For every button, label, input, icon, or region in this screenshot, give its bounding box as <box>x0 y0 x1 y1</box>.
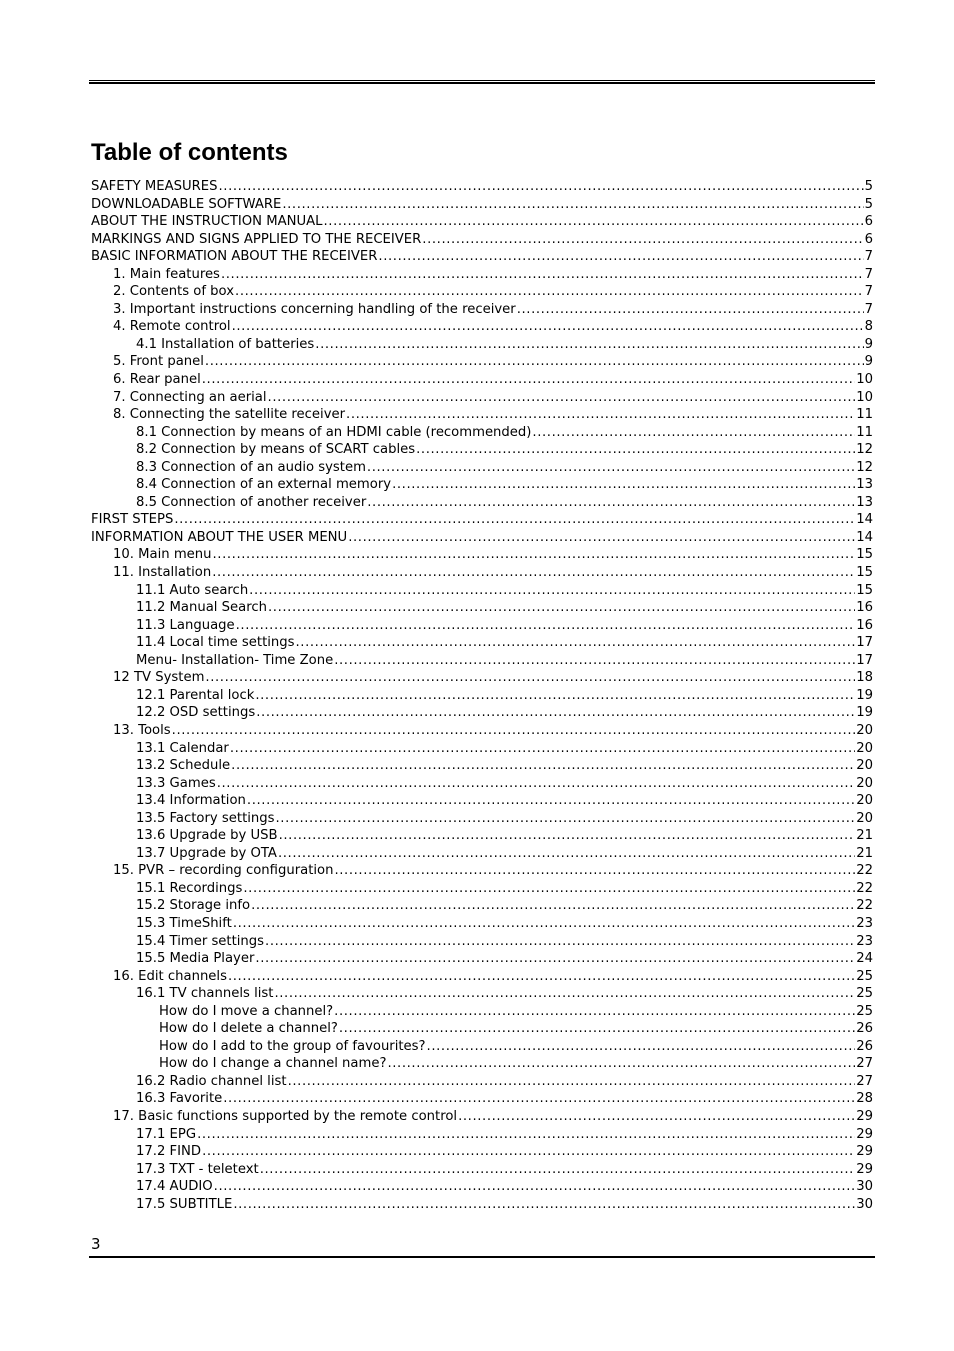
toc-entry[interactable] <box>91 669 873 687</box>
toc-entry-page: 19 <box>856 705 873 721</box>
toc-entry-title: 17. Basic functions supported by the remote control <box>113 1108 458 1124</box>
toc-entry[interactable] <box>91 634 873 652</box>
toc-entry-title: 6. Rear panel <box>113 372 201 388</box>
toc-entry-page: 26 <box>856 1021 873 1037</box>
toc-entry[interactable] <box>91 564 873 582</box>
toc-entry-page: 29 <box>856 1126 873 1142</box>
toc-entry[interactable] <box>91 441 873 459</box>
toc-entry[interactable] <box>91 1108 873 1126</box>
toc-entry-title: 16.2 Radio channel list <box>136 1073 287 1089</box>
toc-entry[interactable] <box>91 792 873 810</box>
dot-leader <box>202 1143 855 1161</box>
toc-entry-title: 3. Important instructions concerning handling of the receiver <box>113 301 516 317</box>
toc-entry-page: 7 <box>864 284 873 300</box>
toc-entry[interactable] <box>91 1073 873 1091</box>
toc-entry-page: 22 <box>856 898 873 914</box>
toc-entry-page: 10 <box>856 389 873 405</box>
toc-entry-page: 25 <box>856 968 873 984</box>
toc-entry-title: 2. Contents of box <box>113 284 235 300</box>
dot-leader <box>243 880 855 898</box>
dot-leader <box>367 494 855 512</box>
toc-entry[interactable] <box>91 687 873 705</box>
toc-entry[interactable] <box>91 757 873 775</box>
toc-entry-page: 7 <box>864 301 873 317</box>
toc-entry-page: 17 <box>856 652 873 668</box>
dot-leader <box>387 1055 855 1073</box>
toc-entry-page: 13 <box>856 494 873 510</box>
toc-entry-page: 7 <box>864 249 873 265</box>
toc-entry[interactable] <box>91 897 873 915</box>
toc-entry-title: 13.1 Calendar <box>136 740 229 756</box>
dot-leader <box>282 196 863 214</box>
toc-entry[interactable] <box>91 1020 873 1038</box>
toc-entry[interactable] <box>91 494 873 512</box>
toc-entry-title: 11.4 Local time settings <box>136 635 295 651</box>
toc-entry-page: 6 <box>864 214 873 230</box>
toc-entry-page: 16 <box>856 617 873 633</box>
toc-entry[interactable] <box>91 1196 873 1214</box>
toc-entry-page: 15 <box>856 565 873 581</box>
dot-leader <box>323 213 863 231</box>
toc-entry[interactable] <box>91 371 873 389</box>
dot-leader <box>202 371 855 389</box>
toc-entry-title: FIRST STEPS <box>91 512 174 528</box>
toc-entry-title: 13.2 Schedule <box>136 758 231 774</box>
toc-entry-page: 24 <box>856 951 873 967</box>
toc-entry-title: 15.5 Media Player <box>136 951 255 967</box>
dot-leader <box>427 1038 856 1056</box>
toc-entry-page: 14 <box>856 529 873 545</box>
dot-leader <box>268 389 856 407</box>
dot-leader <box>517 301 864 319</box>
toc-entry-title: MARKINGS AND SIGNS APPLIED TO THE RECEIVER <box>91 231 422 247</box>
toc-entry-page: 9 <box>864 336 873 352</box>
toc-entry-title: 11.1 Auto search <box>136 582 249 598</box>
toc-entry-page: 20 <box>856 740 873 756</box>
toc-entry-title: 8. Connecting the satellite receiver <box>113 407 346 423</box>
dot-leader <box>172 722 856 740</box>
dot-leader <box>228 968 855 986</box>
dot-leader <box>346 406 855 424</box>
dot-leader <box>274 985 855 1003</box>
toc-entry-page: 12 <box>856 459 873 475</box>
toc-entry-title: ABOUT THE INSTRUCTION MANUAL <box>91 214 323 230</box>
dot-leader <box>205 669 855 687</box>
toc-entry[interactable] <box>91 353 873 371</box>
toc-entry-page: 27 <box>856 1056 873 1072</box>
dot-leader <box>249 582 855 600</box>
toc-entry-title: 15.4 Timer settings <box>136 933 265 949</box>
toc-entry[interactable] <box>91 950 873 968</box>
dot-leader <box>213 546 856 564</box>
toc-entry-page: 22 <box>856 880 873 896</box>
toc-entry[interactable] <box>91 231 873 249</box>
toc-entry-page: 12 <box>856 442 873 458</box>
toc-entry-page: 30 <box>856 1179 873 1195</box>
dot-leader <box>197 1126 855 1144</box>
toc-entry-title: 17.4 AUDIO <box>136 1179 213 1195</box>
toc-entry-title: 11. Installation <box>113 565 212 581</box>
toc-entry-title: 12 TV System <box>113 670 205 686</box>
toc-entry-title: 17.1 EPG <box>136 1126 197 1142</box>
toc-entry-page: 29 <box>856 1144 873 1160</box>
toc-entry-title: DOWNLOADABLE SOFTWARE <box>91 196 282 212</box>
toc-entry[interactable] <box>91 1038 873 1056</box>
dot-leader <box>278 845 855 863</box>
toc-entry-title: 17.2 FIND <box>136 1144 202 1160</box>
toc-entry[interactable] <box>91 775 873 793</box>
toc-entry[interactable] <box>91 213 873 231</box>
toc-entry-title: 13.3 Games <box>136 775 216 791</box>
toc-entry-page: 25 <box>856 986 873 1002</box>
toc-entry-title: 17.5 SUBTITLE <box>136 1196 233 1212</box>
dot-leader <box>288 1073 856 1091</box>
toc-entry[interactable] <box>91 740 873 758</box>
dot-leader <box>256 704 855 722</box>
toc-entry-page: 28 <box>856 1091 873 1107</box>
toc-entry-title: 11.2 Manual Search <box>136 600 267 616</box>
toc-entry-title: Menu- Installation- Time Zone <box>136 652 334 668</box>
toc-entry-page: 27 <box>856 1073 873 1089</box>
toc-entry-page: 6 <box>864 231 873 247</box>
dot-leader <box>296 634 856 652</box>
toc-entry[interactable] <box>91 704 873 722</box>
toc-entry-title: 15.2 Storage info <box>136 898 251 914</box>
toc-entry[interactable] <box>91 476 873 494</box>
toc-entry[interactable] <box>91 406 873 424</box>
toc-entry-page: 17 <box>856 635 873 651</box>
dot-leader <box>214 1178 856 1196</box>
dot-leader <box>233 915 855 933</box>
dot-leader <box>236 617 856 635</box>
toc-entry[interactable] <box>91 459 873 477</box>
dot-leader <box>205 353 864 371</box>
toc-entry-title: 8.3 Connection of an audio system <box>136 459 366 475</box>
toc-entry[interactable] <box>91 178 873 196</box>
toc-entry[interactable] <box>91 599 873 617</box>
dot-leader <box>276 810 856 828</box>
toc-entry-page: 30 <box>856 1196 873 1212</box>
toc-entry-page: 18 <box>856 670 873 686</box>
toc-entry[interactable] <box>91 985 873 1003</box>
footer-rule <box>89 1256 875 1258</box>
toc-entry-title: 10. Main menu <box>113 547 212 563</box>
toc-entry-page: 14 <box>856 512 873 528</box>
toc-entry-page: 5 <box>864 196 873 212</box>
toc-entry-title: How do I change a channel name? <box>159 1056 387 1072</box>
toc-entry-page: 21 <box>856 845 873 861</box>
dot-leader <box>251 897 855 915</box>
toc-entry-title: 15. PVR – recording configuration <box>113 863 334 879</box>
dot-leader <box>255 687 855 705</box>
toc-entry-page: 21 <box>856 828 873 844</box>
toc-entry-page: 20 <box>856 758 873 774</box>
toc-entry[interactable] <box>91 529 873 547</box>
toc-entry[interactable] <box>91 389 873 407</box>
toc-entry-title: 8.4 Connection of an external memory <box>136 477 392 493</box>
toc-entry[interactable] <box>91 318 873 336</box>
toc-entry-page: 22 <box>856 863 873 879</box>
toc-entry-page: 19 <box>856 687 873 703</box>
toc-entry[interactable] <box>91 511 873 529</box>
toc-entry[interactable] <box>91 1055 873 1073</box>
toc-entry-title: 12.1 Parental lock <box>136 687 255 703</box>
toc-entry[interactable] <box>91 845 873 863</box>
toc-entry-title: 17.3 TXT - teletext <box>136 1161 259 1177</box>
toc-entry-title: How do I delete a channel? <box>159 1021 338 1037</box>
toc-entry-page: 10 <box>856 372 873 388</box>
toc-entry-title: How do I add to the group of favourites? <box>159 1038 426 1054</box>
toc-entry[interactable] <box>91 1126 873 1144</box>
dot-leader <box>212 564 855 582</box>
dot-leader <box>174 511 855 529</box>
toc-entry-page: 11 <box>856 424 873 440</box>
toc-entry[interactable] <box>91 1178 873 1196</box>
page-number: 3 <box>91 1235 101 1253</box>
toc-entry-page: 23 <box>856 915 873 931</box>
toc-entry-page: 11 <box>856 407 873 423</box>
toc-entry-title: 15.3 TimeShift <box>136 915 232 931</box>
toc-entry[interactable] <box>91 1090 873 1108</box>
toc-entry-page: 20 <box>856 810 873 826</box>
toc-entry[interactable] <box>91 880 873 898</box>
dot-leader <box>230 740 855 758</box>
toc-entry-page: 29 <box>856 1108 873 1124</box>
toc-entry-page: 8 <box>864 319 873 335</box>
dot-leader <box>532 424 855 442</box>
toc-entry-page: 20 <box>856 722 873 738</box>
toc-entry-title: 4.1 Installation of batteries <box>136 336 315 352</box>
toc-entry-page: 5 <box>864 179 873 194</box>
toc-entry[interactable] <box>91 915 873 933</box>
toc-entry[interactable] <box>91 248 873 266</box>
dot-leader <box>218 178 863 196</box>
toc-entry-page: 13 <box>856 477 873 493</box>
toc-entry[interactable] <box>91 301 873 319</box>
toc-entry-title: SAFETY MEASURES <box>91 179 218 194</box>
toc-entry[interactable] <box>91 652 873 670</box>
toc-entry-title: 8.1 Connection by means of an HDMI cable (recommended) <box>136 424 532 440</box>
toc-entry-page: 23 <box>856 933 873 949</box>
toc-entry-title: 16. Edit channels <box>113 968 227 984</box>
toc-entry-title: 16.1 TV channels list <box>136 986 274 1002</box>
header-rule <box>89 80 875 84</box>
toc-entry[interactable] <box>91 283 873 301</box>
toc-entry[interactable] <box>91 862 873 880</box>
dot-leader <box>458 1108 855 1126</box>
toc-entry-title: 13.5 Factory settings <box>136 810 275 826</box>
toc-entry-title: 15.1 Recordings <box>136 880 243 896</box>
dot-leader <box>315 336 863 354</box>
toc-entry-title: BASIC INFORMATION ABOUT THE RECEIVER <box>91 249 378 265</box>
toc-entry-title: 12.2 OSD settings <box>136 705 256 721</box>
dot-leader <box>268 599 855 617</box>
dot-leader <box>233 1196 855 1214</box>
toc-entry[interactable] <box>91 336 873 354</box>
toc-entry-title: 8.5 Connection of another receiver <box>136 494 367 510</box>
dot-leader <box>334 862 855 880</box>
toc-entry[interactable] <box>91 1161 873 1179</box>
toc-entry[interactable] <box>91 546 873 564</box>
toc-entry-page: 16 <box>856 600 873 616</box>
toc-entry-page: 29 <box>856 1161 873 1177</box>
toc-entry-title: 16.3 Favorite <box>136 1091 223 1107</box>
dot-leader <box>217 775 856 793</box>
dot-leader <box>231 757 855 775</box>
toc-entry-page: 9 <box>864 354 873 370</box>
toc-entry[interactable] <box>91 810 873 828</box>
dot-leader <box>235 283 864 301</box>
toc-entry-page: 20 <box>856 793 873 809</box>
toc-entry-title: 13. Tools <box>113 722 171 738</box>
dot-leader <box>223 1090 855 1108</box>
dot-leader <box>334 652 855 670</box>
toc-entry-title: 11.3 Language <box>136 617 235 633</box>
toc-entry[interactable] <box>91 968 873 986</box>
dot-leader <box>260 1161 856 1179</box>
dot-leader <box>279 827 856 845</box>
dot-leader <box>367 459 855 477</box>
dot-leader <box>232 318 864 336</box>
toc-entry-title: 5. Front panel <box>113 354 204 370</box>
dot-leader <box>422 231 863 249</box>
dot-leader <box>378 248 863 266</box>
toc-entry[interactable] <box>91 582 873 600</box>
toc-entry[interactable] <box>91 196 873 214</box>
toc-entry-title: How do I move a channel? <box>159 1003 334 1019</box>
toc-entry-page: 20 <box>856 775 873 791</box>
toc-entry-title: 4. Remote control <box>113 319 231 335</box>
toc-entry-title: 8.2 Connection by means of SCART cables <box>136 442 416 458</box>
page-title: Table of contents <box>91 139 288 166</box>
toc-entry-page: 26 <box>856 1038 873 1054</box>
toc-entry-page: 7 <box>864 266 873 282</box>
toc-entry[interactable] <box>91 722 873 740</box>
toc-entry[interactable] <box>91 617 873 635</box>
toc-entry-page: 25 <box>856 1003 873 1019</box>
table-of-contents <box>91 178 873 1213</box>
toc-entry-title: INFORMATION ABOUT THE USER MENU <box>91 529 348 545</box>
dot-leader <box>348 529 855 547</box>
toc-entry-page: 15 <box>856 582 873 598</box>
toc-entry-title: 13.7 Upgrade by OTA <box>136 845 277 861</box>
toc-entry[interactable] <box>91 424 873 442</box>
toc-entry[interactable] <box>91 933 873 951</box>
toc-entry[interactable] <box>91 827 873 845</box>
dot-leader <box>255 950 855 968</box>
dot-leader <box>265 933 855 951</box>
toc-entry-title: 1. Main features <box>113 266 220 282</box>
toc-entry-page: 15 <box>856 547 873 563</box>
dot-leader <box>339 1020 855 1038</box>
dot-leader <box>247 792 855 810</box>
toc-entry-title: 7. Connecting an aerial <box>113 389 267 405</box>
toc-entry[interactable] <box>91 1003 873 1021</box>
toc-entry[interactable] <box>91 1143 873 1161</box>
dot-leader <box>221 266 864 284</box>
toc-entry-title: 13.4 Information <box>136 793 246 809</box>
toc-entry-title: 13.6 Upgrade by USB <box>136 828 278 844</box>
dot-leader <box>392 476 855 494</box>
dot-leader <box>416 441 855 459</box>
dot-leader <box>334 1003 855 1021</box>
toc-entry[interactable] <box>91 266 873 284</box>
